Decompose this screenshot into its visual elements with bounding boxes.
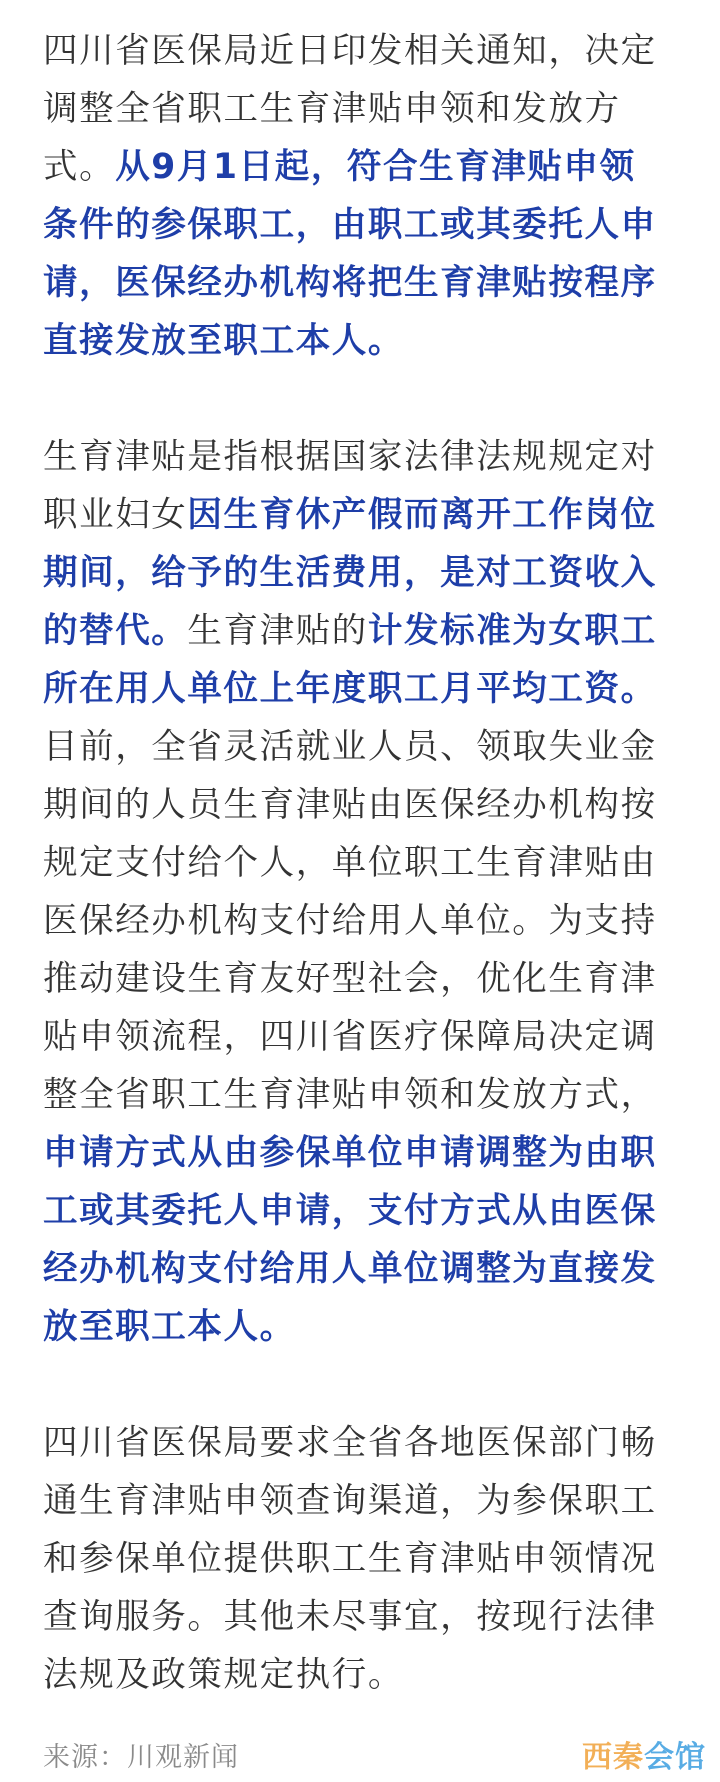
text-line	[43, 718, 683, 776]
body-text: 目前，全省灵活就业人员、领取失业金	[43, 727, 657, 767]
text-line	[43, 1472, 683, 1530]
text-line	[43, 1240, 683, 1298]
body-text: 四川省医保局要求全省各地医保部门畅	[43, 1423, 657, 1463]
article-body	[43, 22, 683, 1704]
body-text: 贴申领流程，四川省医疗保障局决定调	[43, 1017, 657, 1057]
site-watermark-logo	[582, 1740, 706, 1776]
watermark-text-part2: 会馆	[644, 1740, 706, 1775]
article-paragraph	[43, 22, 683, 370]
text-line	[43, 602, 683, 660]
text-line	[43, 1414, 683, 1472]
source-credit: 来源：川观新闻	[43, 1742, 239, 1773]
body-text: 式。	[43, 147, 116, 187]
text-line	[43, 1066, 683, 1124]
text-line	[43, 892, 683, 950]
highlighted-text: 从9月1日起，符合生育津贴申领	[115, 147, 636, 187]
body-text: 法规及政策规定执行。	[43, 1655, 404, 1695]
text-line	[43, 1646, 683, 1704]
article-paragraph	[43, 428, 683, 1356]
text-line	[43, 254, 683, 312]
body-text: 整全省职工生育津贴申领和发放方式，	[43, 1075, 657, 1115]
text-line	[43, 1588, 683, 1646]
text-line	[43, 428, 683, 486]
text-line	[43, 544, 683, 602]
highlighted-text: 申请方式从由参保单位申请调整为由职	[43, 1133, 657, 1173]
text-line	[43, 138, 683, 196]
body-text: 医保经办机构支付给用人单位。为支持	[43, 901, 657, 941]
text-line	[43, 80, 683, 138]
body-text: 期间的人员生育津贴由医保经办机构按	[43, 785, 657, 825]
body-text: 查询服务。其他未尽事宜，按现行法律	[43, 1597, 657, 1637]
text-line	[43, 196, 683, 254]
text-line	[43, 1298, 683, 1356]
text-line	[43, 1530, 683, 1588]
highlighted-text: 期间，给予的生活费用，是对工资收入	[43, 553, 657, 593]
highlighted-text: 工或其委托人申请，支付方式从由医保	[43, 1191, 657, 1231]
highlighted-text: 条件的参保职工，由职工或其委托人申	[43, 205, 657, 245]
highlighted-text: 经办机构支付给用人单位调整为直接发	[43, 1249, 657, 1289]
body-text: 职业妇女	[43, 495, 188, 535]
text-line	[43, 950, 683, 1008]
body-text: 四川省医保局近日印发相关通知，决定	[43, 31, 657, 71]
text-line	[43, 776, 683, 834]
body-text: 生育津贴的	[187, 611, 368, 651]
body-text: 和参保单位提供职工生育津贴申领情况	[43, 1539, 657, 1579]
text-line	[43, 660, 683, 718]
text-line	[43, 1124, 683, 1182]
highlighted-text: 计发标准为女职工	[367, 611, 657, 651]
text-line	[43, 1182, 683, 1240]
text-line	[43, 312, 683, 370]
article-footer	[43, 1740, 706, 1780]
body-text: 生育津贴是指根据国家法律法规规定对	[43, 437, 657, 477]
highlighted-text: 所在用人单位上年度职工月平均工资。	[43, 669, 657, 709]
watermark-text-part1: 西秦	[582, 1740, 644, 1775]
body-text: 调整全省职工生育津贴申领和发放方	[43, 89, 621, 129]
body-text: 规定支付给个人，单位职工生育津贴由	[43, 843, 657, 883]
highlighted-text: 放至职工本人。	[43, 1307, 296, 1347]
article-paragraph	[43, 1414, 683, 1704]
text-line	[43, 834, 683, 892]
highlighted-text: 请，医保经办机构将把生育津贴按程序	[43, 263, 657, 303]
body-text: 推动建设生育友好型社会，优化生育津	[43, 959, 657, 999]
highlighted-text: 因生育休产假而离开工作岗位	[187, 495, 657, 535]
highlighted-text: 的替代。	[43, 611, 188, 651]
body-text: 通生育津贴申领查询渠道，为参保职工	[43, 1481, 657, 1521]
text-line	[43, 22, 683, 80]
highlighted-text: 直接发放至职工本人。	[43, 321, 404, 361]
text-line	[43, 1008, 683, 1066]
text-line	[43, 486, 683, 544]
